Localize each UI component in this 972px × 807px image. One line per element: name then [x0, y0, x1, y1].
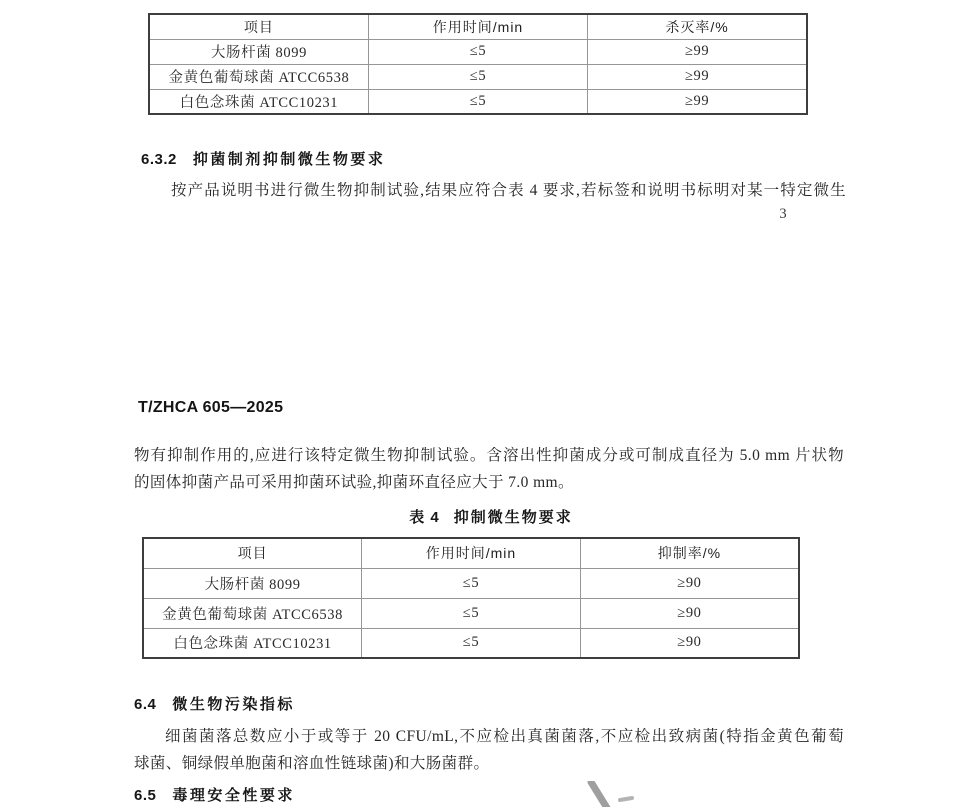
- cell-rate: ≥90: [580, 628, 799, 658]
- paragraph-6-3-2-continued: [134, 442, 844, 496]
- document-code-header: T/ZHCA 605—2025: [138, 399, 284, 416]
- table4-caption-label: 表 4: [409, 509, 440, 526]
- table-header-time: 作用时间/min: [368, 14, 587, 39]
- table4-caption: [136, 506, 846, 527]
- inhibition-table: [142, 537, 800, 659]
- cell-time: ≤5: [368, 39, 587, 64]
- cell-rate: ≥99: [588, 39, 807, 64]
- table-row: [149, 89, 807, 114]
- cell-rate: ≥99: [588, 89, 807, 114]
- paragraph-6-3-2: [140, 181, 846, 201]
- paragraph-6-4: [134, 724, 844, 777]
- cell-rate: ≥90: [580, 598, 799, 628]
- paragraph-line: 按产品说明书进行微生物抑制试验,结果应符合表 4 要求,若标签和说明书标明对某一特定微生: [171, 182, 846, 199]
- table-header-item: 项目: [143, 538, 362, 568]
- cell-rate: ≥99: [588, 64, 807, 89]
- table-row: [143, 598, 799, 628]
- cell-organism: 白色念珠菌 ATCC10231: [149, 89, 368, 114]
- table-header-time: 作用时间/min: [362, 538, 581, 568]
- table-row: [149, 39, 807, 64]
- table-header-item: 项目: [149, 14, 368, 39]
- paragraph-line: 的固体抑菌产品可采用抑菌环试验,抑菌环直径应大于 7.0 mm。: [134, 474, 574, 491]
- page-number: 3: [779, 206, 787, 222]
- cell-time: ≤5: [362, 568, 581, 598]
- table-header-row: [149, 14, 807, 39]
- watermark-stroke-icon: [584, 781, 640, 807]
- section-number: 6.3.2: [141, 151, 177, 168]
- cell-time: ≤5: [362, 598, 581, 628]
- section-heading-6-5: [134, 784, 295, 805]
- cell-organism: 金黄色葡萄球菌 ATCC6538: [143, 598, 362, 628]
- cell-organism: 大肠杆菌 8099: [143, 568, 362, 598]
- table-row: [149, 64, 807, 89]
- cell-organism: 金黄色葡萄球菌 ATCC6538: [149, 64, 368, 89]
- section-title: 微生物污染指标: [172, 696, 295, 713]
- cell-time: ≤5: [368, 89, 587, 114]
- cell-organism: 白色念珠菌 ATCC10231: [143, 628, 362, 658]
- cell-rate: ≥90: [580, 568, 799, 598]
- table4-caption-title: 抑制微生物要求: [453, 509, 573, 526]
- table-header-row: [143, 538, 799, 568]
- cell-time: ≤5: [362, 628, 581, 658]
- section-heading-6-3-2: [141, 148, 385, 169]
- table-header-inhibit-rate: 抑制率/%: [580, 538, 799, 568]
- section-heading-6-4: [134, 693, 295, 714]
- section-number: 6.4: [134, 696, 157, 713]
- table-row: [143, 568, 799, 598]
- paragraph-line: 细菌菌落总数应小于或等于 20 CFU/mL,不应检出真菌菌落,不应检出致病菌(特指金黄色葡萄: [165, 728, 844, 745]
- paragraph-line: 物有抑制作用的,应进行该特定微生物抑制试验。含溶出性抑菌成分或可制成直径为 5.0 mm 片状物: [134, 447, 844, 464]
- cell-organism: 大肠杆菌 8099: [149, 39, 368, 64]
- table-header-kill-rate: 杀灭率/%: [588, 14, 807, 39]
- section-title: 抑菌制剂抑制微生物要求: [192, 151, 386, 168]
- paragraph-line: 球菌、铜绿假单胞菌和溶血性链球菌)和大肠菌群。: [134, 754, 490, 772]
- table-row: [143, 628, 799, 658]
- section-title: 毒理安全性要求: [172, 787, 295, 804]
- cell-time: ≤5: [368, 64, 587, 89]
- section-number: 6.5: [134, 787, 157, 804]
- kill-rate-table: [148, 13, 808, 115]
